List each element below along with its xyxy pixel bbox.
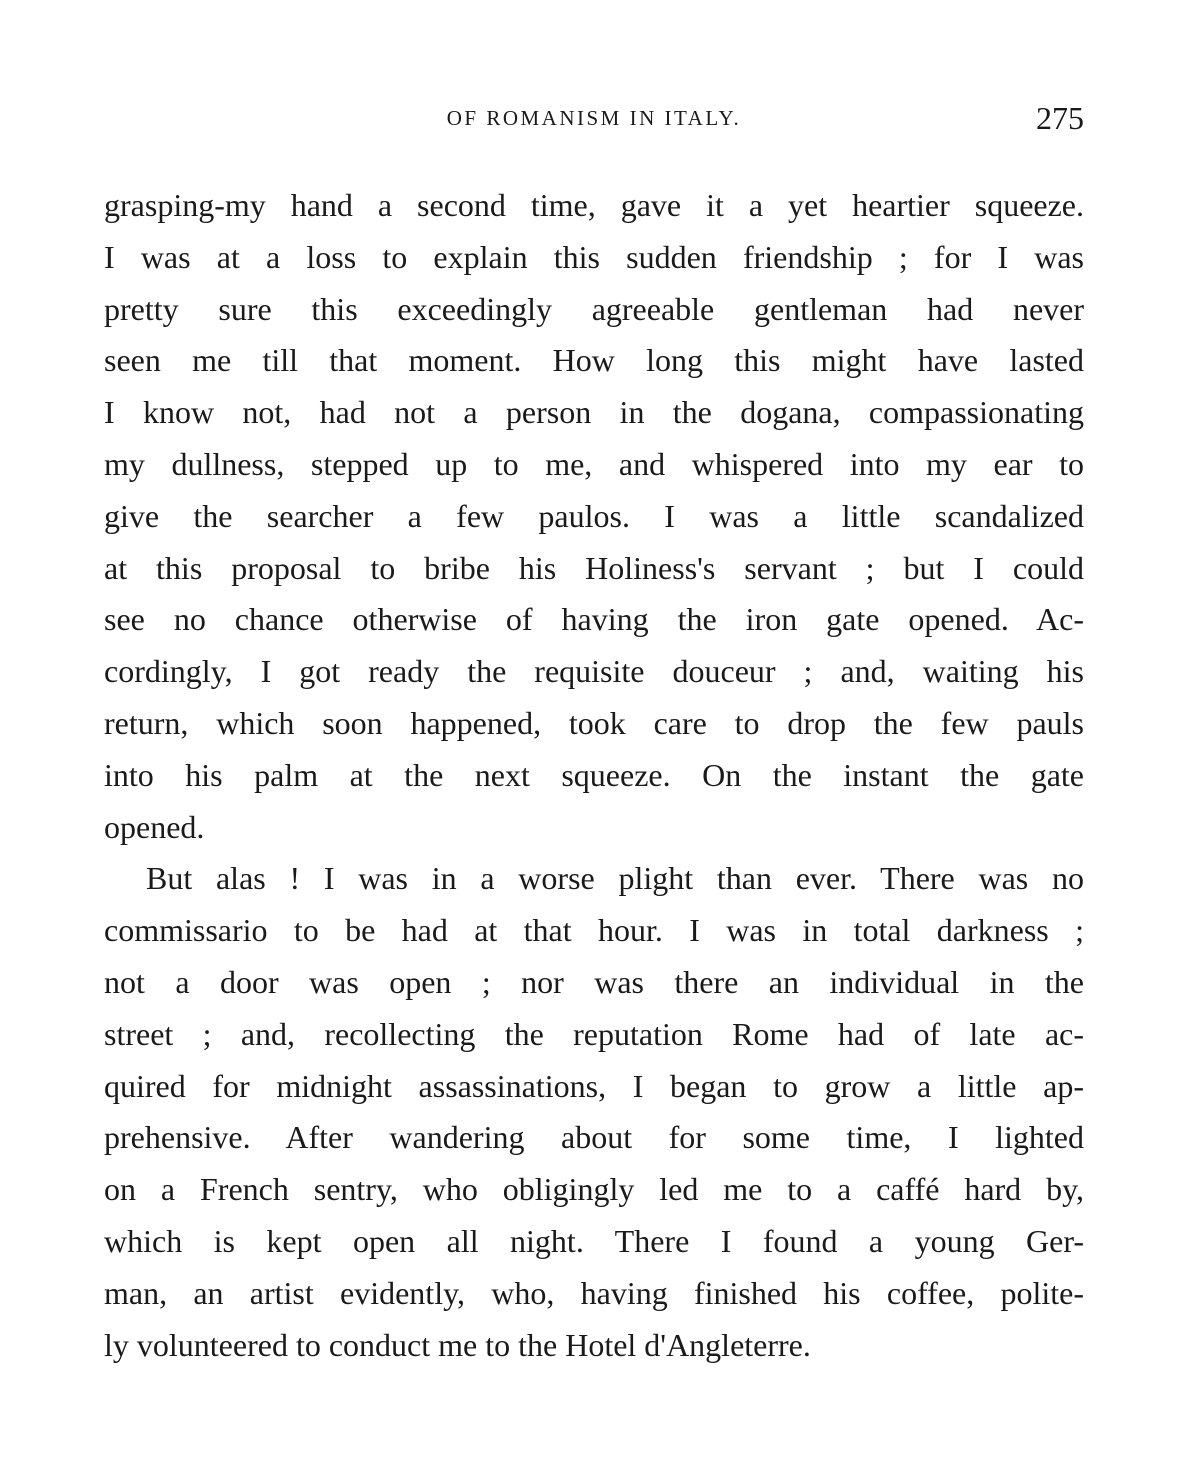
text-line: man, an artist evidently, who, having finished his coffee, polite- — [104, 1274, 1084, 1311]
page-number: 275 — [1036, 100, 1084, 136]
text-line: quired for midnight assassinations, I began to grow a little ap- — [104, 1067, 1084, 1104]
body-text — [104, 180, 1084, 1371]
text-line: But alas ! I was in a worse plight than ever. There was no — [146, 860, 1084, 897]
running-head — [104, 98, 1084, 138]
text-line: grasping-my hand a second time, gave it a yet heartier squeeze. — [104, 187, 1084, 223]
text-line: seen me till that moment. How long this might have lasted — [104, 342, 1084, 379]
running-title: OF ROMANISM IN ITALY. — [446, 106, 742, 130]
text-line: commissario to be had at that hour. I was in total darkness ; — [104, 912, 1084, 949]
text-line: on a French sentry, who obligingly led me to a caffé hard by, — [104, 1171, 1084, 1208]
text-line: street ; and, recollecting the reputation Rome had of late ac- — [104, 1015, 1084, 1052]
text-line: pretty sure this exceedingly agreeable gentleman had never — [104, 290, 1084, 327]
text-line: see no chance otherwise of having the iron gate opened. Ac- — [104, 601, 1084, 638]
text-line: prehensive. After wandering about for some time, I lighted — [104, 1119, 1084, 1156]
text-line: opened. — [104, 808, 205, 845]
text-line: not a door was open ; nor was there an individual in the — [104, 963, 1084, 1000]
text-line: at this proposal to bribe his Holiness's servant ; but I could — [104, 549, 1084, 586]
text-line: ly volunteered to conduct me to the Hotel d'Angleterre. — [104, 1326, 811, 1363]
text-line: which is kept open all night. There I found a young Ger- — [104, 1222, 1084, 1259]
text-line: give the searcher a few paulos. I was a little scandalized — [104, 497, 1084, 534]
text-line: my dullness, stepped up to me, and whispered into my ear to — [104, 445, 1084, 482]
text-line: into his palm at the next squeeze. On the instant the gate — [104, 756, 1084, 793]
text-line: I was at a loss to explain this sudden friendship ; for I was — [104, 238, 1084, 275]
text-line: I know not, had not a person in the dogana, compassionating — [104, 394, 1084, 431]
text-line: cordingly, I got ready the requisite douceur ; and, waiting his — [104, 653, 1084, 690]
text-line: return, which soon happened, took care to drop the few pauls — [104, 704, 1084, 741]
